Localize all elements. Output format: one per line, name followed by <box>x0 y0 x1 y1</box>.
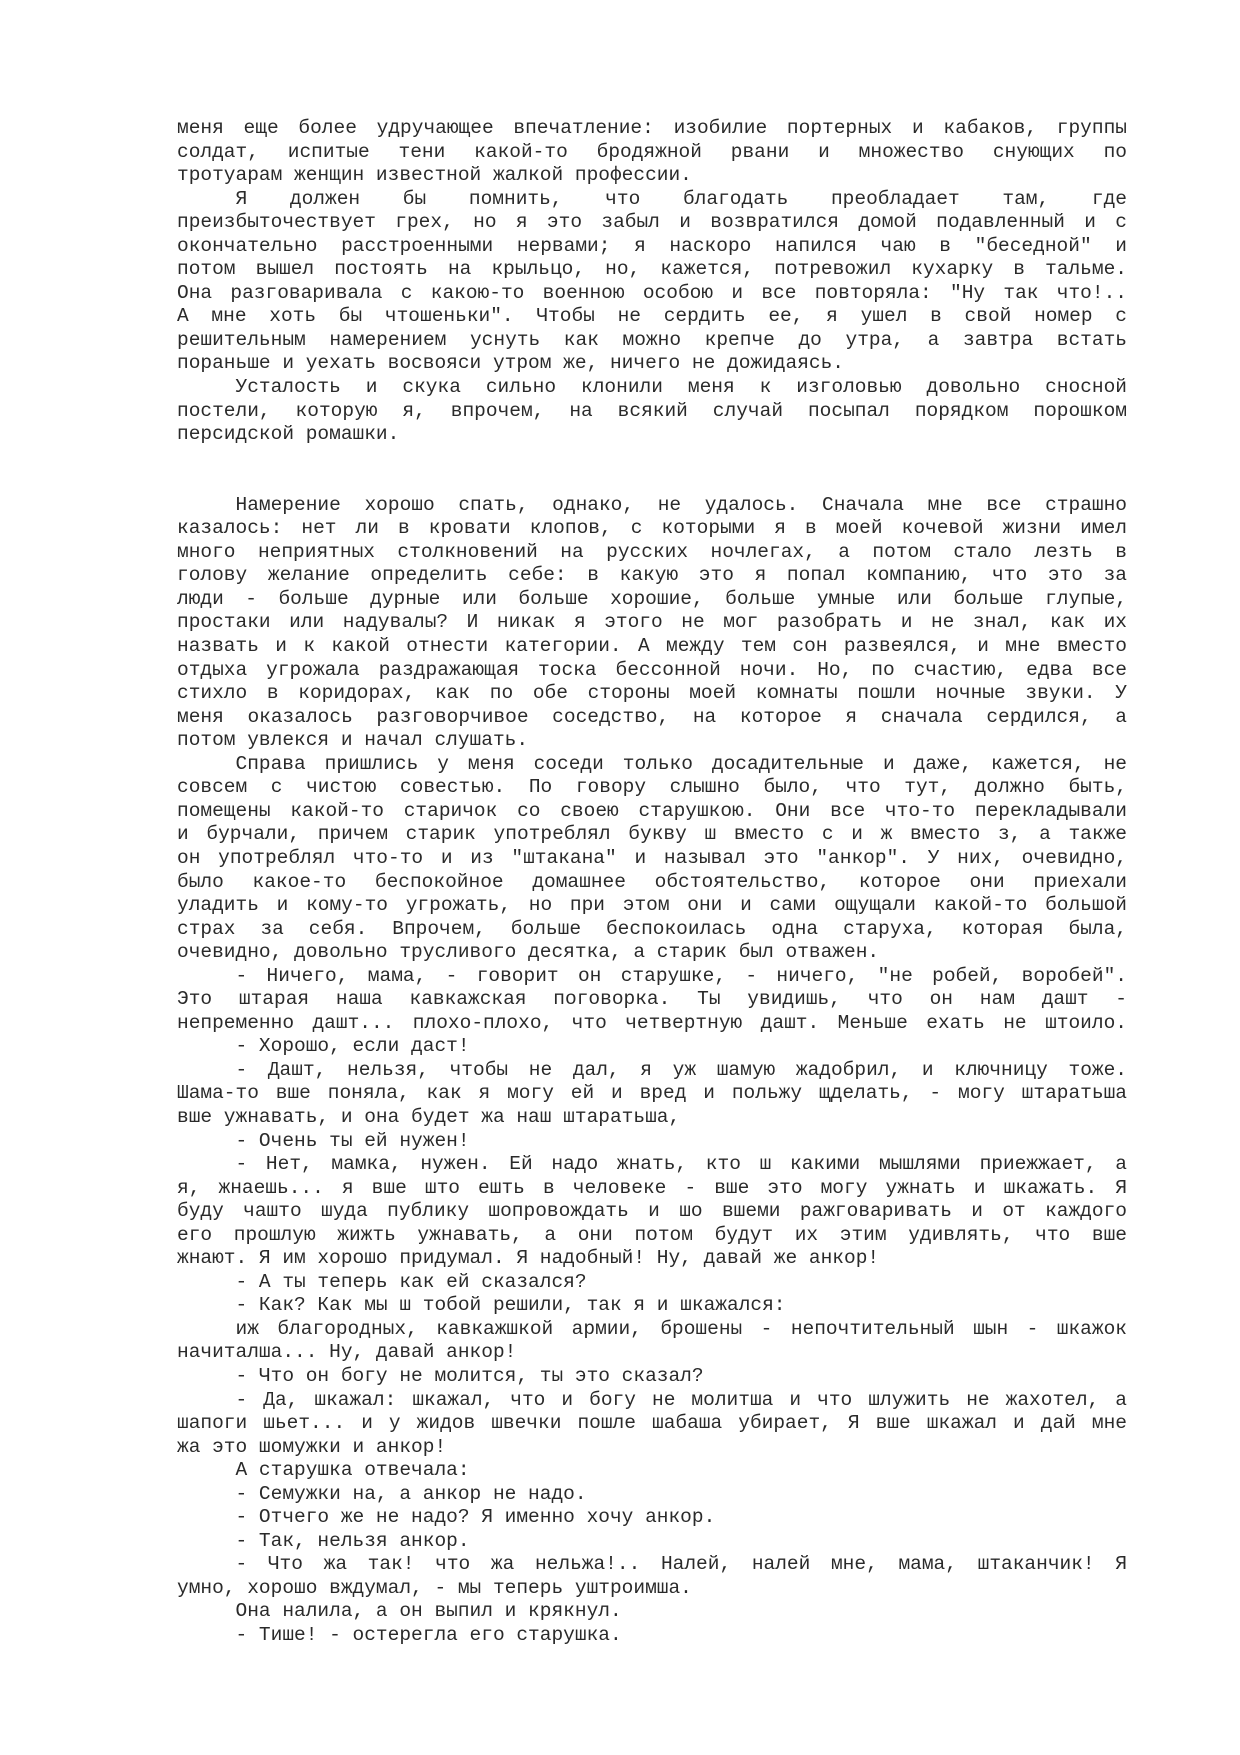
text-line: - Нет, мамка, нужен. Ей надо жнать, кто ш какими мышлями приежжает, а <box>235 1153 1127 1176</box>
text-line: Это штарая наша кавкажская поговорка. Ты увидишь, что он нам дашт - <box>177 988 1127 1011</box>
text-line: умно, хорошо вждумал, - мы теперь уштроимша. <box>177 1576 692 1599</box>
text-line: люди - больше дурные или больше хорошие, больше умные или больше глупые, <box>177 587 1127 610</box>
text-line: преизбыточествует грех, но я это забыл и возвратился домой подавленный и с <box>177 211 1127 234</box>
text-line: - Ничего, мама, - говорит он старушке, - ничего, "не робей, воробей". <box>235 964 1127 987</box>
text-line: - Что он богу не молится, ты это сказал? <box>177 1364 704 1387</box>
text-line: жнают. Я им хорошо придумал. Я надобный! Ну, давай же анкор! <box>177 1247 880 1270</box>
text-line: потом вышел постоять на крыльцо, но, кажется, потревожил кухарку в тальме. <box>177 258 1127 281</box>
text-line: окончательно расстроенными нервами; я наскоро напился чаю в "беседной" и <box>177 234 1127 257</box>
text-line: и бурчали, причем старик употреблял букву ш вместо с и ж вместо з, а также <box>177 823 1127 846</box>
text-line: - Как? Как мы ш тобой решили, так я и шкажался: <box>177 1294 786 1317</box>
text-line: назвать и к какой отнести категории. А между тем сон развеялся, и мне вместо <box>177 635 1127 658</box>
text-line: меня оказалось разговорчивое соседство, на которое я сначала сердился, а <box>177 705 1127 728</box>
text-line: его прошлую жижть ужнавать, а они потом будут их этим удивлять, что вше <box>177 1223 1127 1246</box>
text-line: Она налила, а он выпил и крякнул. <box>177 1600 622 1623</box>
document-body-text <box>177 117 1127 1648</box>
text-line: я, жнаешь... я вше што ешть в человеке - вше это могу ужнать и шкажать. Я <box>177 1176 1127 1199</box>
text-line: солдат, испитые тени какой-то бродяжной рвани и множество снующих по <box>177 140 1127 163</box>
text-line: - Хорошо, если даст! <box>177 1035 470 1058</box>
text-line: - Что жа так! что жа нельжа!.. Налей, налей мне, мама, штаканчик! Я <box>235 1553 1127 1576</box>
text-line: постели, которую я, впрочем, на всякий случай посыпал порядком порошком <box>177 399 1127 422</box>
text-line: начиталша... Ну, давай анкор! <box>177 1341 517 1364</box>
text-line: много неприятных столкновений на русских ночлегах, а потом стало лезть в <box>177 540 1127 563</box>
text-line: - Тише! - остерегла его старушка. <box>177 1624 622 1646</box>
text-line: было какое-то беспокойное домашнее обстоятельство, которое они приехали <box>177 870 1127 893</box>
text-line: - Так, нельзя анкор. <box>177 1529 470 1552</box>
blank-line <box>177 470 1127 494</box>
text-line: жа это шомужки и анкор! <box>177 1435 447 1458</box>
text-line: Усталость и скука сильно клонили меня к изголовью довольно сносной <box>235 376 1127 399</box>
text-line: пораньше и уехать восвояси утром же, ничего не дожидаясь. <box>177 352 845 375</box>
text-line: Шама-то вше поняла, как я могу ей и вред и польжу щделать, - могу штаратьша <box>177 1082 1127 1105</box>
text-line: страх за себя. Впрочем, больше беспокоилась одна старуха, которая была, <box>177 917 1127 940</box>
text-line: - Семужки на, а анкор не надо. <box>177 1482 587 1505</box>
text-line: буду чашто шуда публику шопровождать и шо вшеми ражговаривать и от каждого <box>177 1200 1127 1223</box>
text-line: Она разговаривала с какою-то военною особою и все повторяла: "Ну так что!.. <box>177 281 1127 304</box>
text-line: уладить и кому-то угрожать, но при этом они и сами ощущали какой-то большой <box>177 894 1127 917</box>
text-line: очевидно, довольно трусливого десятка, а старик был отважен. <box>177 941 880 964</box>
text-line: отдыха угрожала раздражающая тоска бессонной ночи. Но, по счастию, едва все <box>177 658 1127 681</box>
text-line: - Да, шкажал: шкажал, что и богу не молитша и что шлужить не жахотел, а <box>235 1388 1127 1411</box>
text-line: решительным намерением уснуть как можно крепче до утра, а завтра встать <box>177 328 1127 351</box>
text-line: стихло в коридорах, как по обе стороны моей комнаты пошли ночные звуки. У <box>177 682 1127 705</box>
text-line: персидской ромашки. <box>177 423 400 446</box>
text-line: Я должен бы помнить, что благодать преобладает там, где <box>235 187 1127 210</box>
text-line: непременно дашт... плохо-плохо, что четвертную дашт. Меньше ехать не штоило. <box>177 1011 1127 1034</box>
text-line: вше ужнавать, и она будет жа наш штаратьша, <box>177 1105 681 1128</box>
text-line: голову желание определить себе: в какую это я попал компанию, что это за <box>177 564 1127 587</box>
text-line: помещены какой-то старичок со своею старушкою. Они все что-то перекладывали <box>177 799 1127 822</box>
text-line: тротуарам женщин известной жалкой профессии. <box>177 164 692 187</box>
text-line: он употреблял что-то и из "штакана" и называл это "анкор". У них, очевидно, <box>177 846 1127 869</box>
text-line: Справа пришлись у меня соседи только досадительные и даже, кажется, не <box>235 752 1127 775</box>
text-line: меня еще более удручающее впечатление: изобилие портерных и кабаков, группы <box>177 117 1127 139</box>
text-line: казалось: нет ли в кровати клопов, с которыми я в моей кочевой жизни имел <box>177 517 1127 540</box>
text-line: шапоги шьет... и у жидов швечки пошле шабаша убирает, Я вше шкажал и дай мне <box>177 1412 1127 1435</box>
text-line: - А ты теперь как ей сказался? <box>177 1270 587 1293</box>
text-line: потом увлекся и начал слушать. <box>177 729 529 752</box>
text-line: - Отчего же не надо? Я именно хочу анкор. <box>177 1506 716 1529</box>
text-line: А мне хоть бы чтошеньки". Чтобы не сердить ее, я ушел в свой номер с <box>177 305 1127 328</box>
text-line: - Очень ты ей нужен! <box>177 1129 470 1152</box>
text-line: Намерение хорошо спать, однако, не удалось. Сначала мне все страшно <box>235 493 1127 516</box>
text-line: совсем с чистою совестью. По говору слышно было, что тут, должно быть, <box>177 776 1127 799</box>
text-line: иж благородных, кавкажшкой армии, брошены - непочтительный шын - шкажок <box>235 1317 1127 1340</box>
text-line: простаки или надувалы? И никак я этого не мог разобрать и не знал, как их <box>177 611 1127 634</box>
text-line: - Дашт, нельзя, чтобы не дал, я уж шамую жадобрил, и ключницу тоже. <box>235 1058 1127 1081</box>
blank-line <box>177 447 1127 471</box>
text-line: А старушка отвечала: <box>177 1459 470 1482</box>
